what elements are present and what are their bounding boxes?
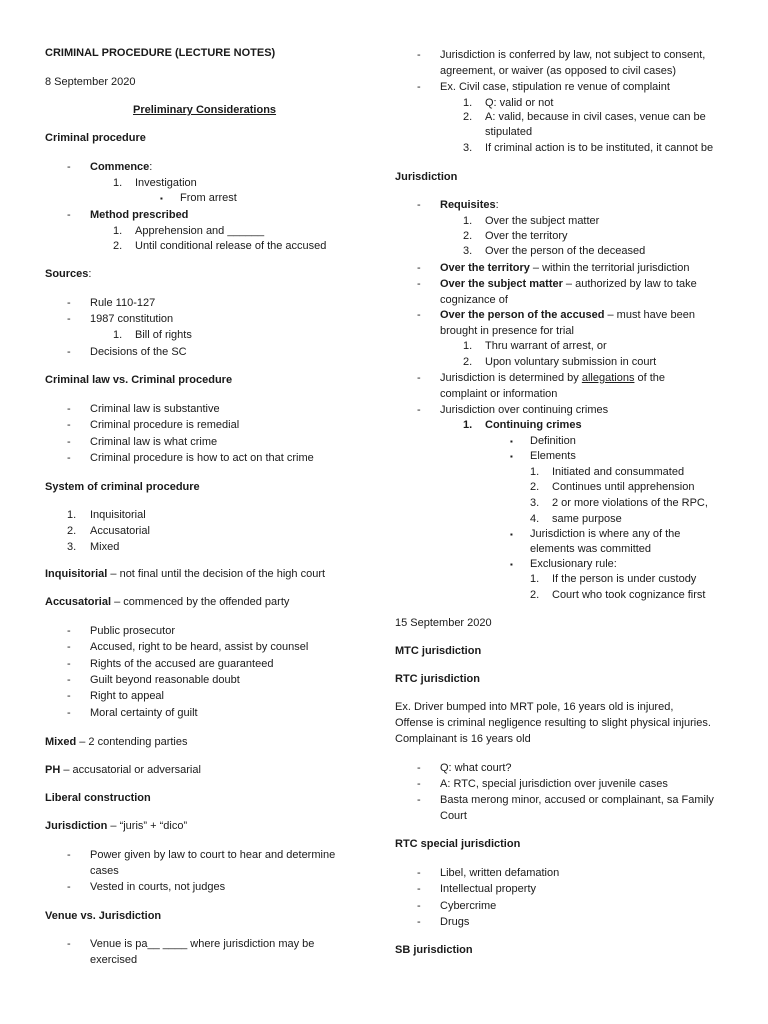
list-item: A: RTC, special jurisdiction over juvenile cases — [440, 778, 668, 790]
list-item: Vested in courts, not judges — [90, 881, 226, 893]
list-item: Initiated and consummated — [552, 466, 685, 478]
section-heading: RTC special jurisdiction — [395, 838, 521, 850]
number-marker: 1. — [530, 466, 540, 478]
list-item-continuation: elements was committed — [530, 543, 652, 555]
date-label: 8 September 2020 — [45, 76, 136, 88]
section-heading: MTC jurisdiction — [395, 645, 482, 657]
dash-marker: - — [417, 49, 421, 61]
list-item: Ex. Civil case, stipulation re venue of complaint — [440, 81, 670, 93]
dash-marker: - — [417, 883, 421, 895]
list-item-continuation: agreement, or waiver (as opposed to civil cases) — [440, 65, 676, 77]
list-item: Accusatorial — [90, 525, 150, 537]
definition-line: Accusatorial – commenced by the offended party — [45, 596, 290, 608]
number-marker: 2. — [530, 589, 540, 601]
section-heading: Jurisdiction — [395, 171, 458, 183]
list-item: Thru warrant of arrest, or — [485, 340, 607, 352]
list-item: Definition — [530, 435, 576, 447]
definition-line: PH – accusatorial or adversarial — [45, 764, 201, 776]
dash-marker: - — [67, 641, 71, 653]
bullet-marker: ▪ — [510, 437, 513, 446]
bullet-marker: ▪ — [160, 194, 163, 203]
list-item: Q: what court? — [440, 762, 512, 774]
list-item: Court who took cognizance first — [552, 589, 706, 601]
number-marker: 1. — [463, 97, 473, 109]
list-item: Venue is pa__ ____ where jurisdiction may be — [90, 938, 315, 950]
number-marker: 3. — [530, 497, 540, 509]
dash-marker: - — [67, 419, 71, 431]
number-marker: 3. — [67, 541, 77, 553]
list-item-continuation: cognizance of — [440, 294, 508, 306]
section-heading: System of criminal procedure — [45, 481, 200, 493]
number-marker: 1. — [530, 573, 540, 585]
section-heading: Preliminary Considerations — [133, 104, 277, 116]
dash-marker: - — [417, 900, 421, 912]
list-item: Continuing crimes — [485, 419, 582, 431]
paragraph-line: Offense is criminal negligence resulting to slight physical injuries. — [395, 717, 711, 729]
list-item: Moral certainty of guilt — [90, 707, 198, 719]
dash-marker: - — [67, 881, 71, 893]
list-item: Drugs — [440, 916, 470, 928]
list-item: Upon voluntary submission in court — [485, 356, 657, 368]
list-item: Over the subject matter – authorized by law to take — [440, 278, 697, 290]
number-marker: 2. — [463, 356, 473, 368]
definition-line: Inquisitorial – not final until the decision of the high court — [45, 568, 326, 580]
number-marker: 2. — [67, 525, 77, 537]
document-title: CRIMINAL PROCEDURE (LECTURE NOTES) — [45, 47, 276, 59]
list-item: Commence: — [90, 161, 153, 173]
dash-marker: - — [417, 372, 421, 384]
dash-marker: - — [67, 452, 71, 464]
list-item: Until conditional release of the accused — [135, 240, 327, 252]
number-marker: 2. — [463, 230, 473, 242]
number-marker: 2. — [113, 240, 123, 252]
dash-marker: - — [67, 849, 71, 861]
list-item: Basta merong minor, accused or complainant, sa Family — [440, 794, 714, 806]
dash-marker: - — [67, 707, 71, 719]
section-heading: RTC jurisdiction — [395, 673, 480, 685]
dash-marker: - — [417, 916, 421, 928]
list-item: If criminal action is to be instituted, it cannot be — [485, 142, 714, 154]
date-label: 15 September 2020 — [395, 617, 492, 629]
dash-marker: - — [417, 81, 421, 93]
section-heading: Sources: — [45, 268, 92, 280]
dash-marker: - — [417, 778, 421, 790]
list-item: Criminal law is substantive — [90, 403, 220, 415]
number-marker: 1. — [113, 225, 123, 237]
paragraph-line: Complainant is 16 years old — [395, 733, 531, 745]
list-item: Guilt beyond reasonable doubt — [90, 674, 240, 686]
section-heading: SB jurisdiction — [395, 944, 473, 956]
dash-marker: - — [67, 436, 71, 448]
list-item: Investigation — [135, 177, 197, 189]
dash-marker: - — [67, 297, 71, 309]
list-item: Cybercrime — [440, 900, 497, 912]
dash-marker: - — [417, 794, 421, 806]
section-heading: Criminal law vs. Criminal procedure — [45, 374, 233, 386]
dash-marker: - — [67, 346, 71, 358]
dash-marker: - — [417, 309, 421, 321]
list-item: Continues until apprehension — [552, 481, 695, 493]
number-marker: 1. — [113, 329, 123, 341]
list-item: Right to appeal — [90, 690, 164, 702]
list-item: Jurisdiction over continuing crimes — [440, 404, 609, 416]
list-item: Public prosecutor — [90, 625, 175, 637]
bullet-marker: ▪ — [510, 452, 513, 461]
list-item: 2 or more violations of the RPC, — [552, 497, 708, 509]
list-item: Q: valid or not — [485, 97, 554, 109]
bullet-marker: ▪ — [510, 530, 513, 539]
list-item: Elements — [530, 450, 576, 462]
list-item: Criminal procedure is how to act on that crime — [90, 452, 314, 464]
list-item: A: valid, because in civil cases, venue can be — [485, 111, 706, 123]
list-item: Exclusionary rule: — [530, 558, 617, 570]
list-item-continuation: complaint or information — [440, 388, 558, 400]
list-item: Over the territory — [485, 230, 568, 242]
list-item: same purpose — [552, 513, 622, 525]
list-item: Over the territory – within the territorial jurisdiction — [440, 262, 690, 274]
list-item: Jurisdiction is where any of the — [530, 528, 681, 540]
definition-line: Jurisdiction – “juris” + “dico” — [45, 820, 188, 832]
list-item: Bill of rights — [135, 329, 192, 341]
list-item: Mixed — [90, 541, 120, 553]
number-marker: 2. — [463, 111, 473, 123]
paragraph-line: Ex. Driver bumped into MRT pole, 16 years old is injured, — [395, 701, 674, 713]
dash-marker: - — [67, 658, 71, 670]
list-item: Inquisitorial — [90, 509, 146, 521]
dash-marker: - — [67, 674, 71, 686]
number-marker: 4. — [530, 513, 540, 525]
section-heading: Criminal procedure — [45, 132, 146, 144]
section-heading: Venue vs. Jurisdiction — [45, 910, 162, 922]
list-item: From arrest — [180, 192, 237, 204]
dash-marker: - — [417, 278, 421, 290]
list-item: Jurisdiction is determined by allegations of the — [440, 372, 666, 384]
dash-marker: - — [417, 199, 421, 211]
number-marker: 2. — [530, 481, 540, 493]
list-item-continuation: cases — [90, 865, 119, 877]
list-item: Intellectual property — [440, 883, 536, 895]
dash-marker: - — [67, 403, 71, 415]
dash-marker: - — [417, 762, 421, 774]
number-marker: 1. — [463, 419, 473, 431]
dash-marker: - — [417, 867, 421, 879]
list-item-continuation: exercised — [90, 954, 138, 966]
section-heading: Liberal construction — [45, 792, 151, 804]
list-item-continuation: Court — [440, 810, 467, 822]
number-marker: 1. — [113, 177, 123, 189]
dash-marker: - — [417, 404, 421, 416]
list-item: Method prescribed — [90, 209, 189, 221]
list-item-continuation: brought in presence for trial — [440, 325, 574, 337]
list-item: 1987 constitution — [90, 313, 174, 325]
list-item: Requisites: — [440, 199, 499, 211]
definition-line: Mixed – 2 contending parties — [45, 736, 188, 748]
list-item: Over the person of the deceased — [485, 245, 646, 257]
number-marker: 1. — [67, 509, 77, 521]
number-marker: 1. — [463, 215, 473, 227]
list-item: Libel, written defamation — [440, 867, 560, 879]
list-item: Jurisdiction is conferred by law, not subject to consent, — [440, 49, 706, 61]
dash-marker: - — [67, 161, 71, 173]
number-marker: 1. — [463, 340, 473, 352]
list-item: Apprehension and ______ — [135, 225, 265, 237]
list-item: Criminal law is what crime — [90, 436, 218, 448]
list-item: If the person is under custody — [552, 573, 697, 585]
list-item: Decisions of the SC — [90, 346, 187, 358]
number-marker: 3. — [463, 142, 473, 154]
dash-marker: - — [67, 209, 71, 221]
number-marker: 3. — [463, 245, 473, 257]
list-item: Rule 110-127 — [90, 297, 156, 309]
list-item-continuation: stipulated — [485, 126, 533, 138]
list-item: Accused, right to be heard, assist by counsel — [90, 641, 309, 653]
dash-marker: - — [67, 313, 71, 325]
list-item: Rights of the accused are guaranteed — [90, 658, 274, 670]
list-item: Criminal procedure is remedial — [90, 419, 240, 431]
list-item: Over the subject matter — [485, 215, 600, 227]
bullet-marker: ▪ — [510, 560, 513, 569]
dash-marker: - — [67, 690, 71, 702]
list-item: Over the person of the accused – must have been — [440, 309, 695, 321]
dash-marker: - — [67, 625, 71, 637]
list-item: Power given by law to court to hear and determine — [90, 849, 336, 861]
dash-marker: - — [417, 262, 421, 274]
dash-marker: - — [67, 938, 71, 950]
